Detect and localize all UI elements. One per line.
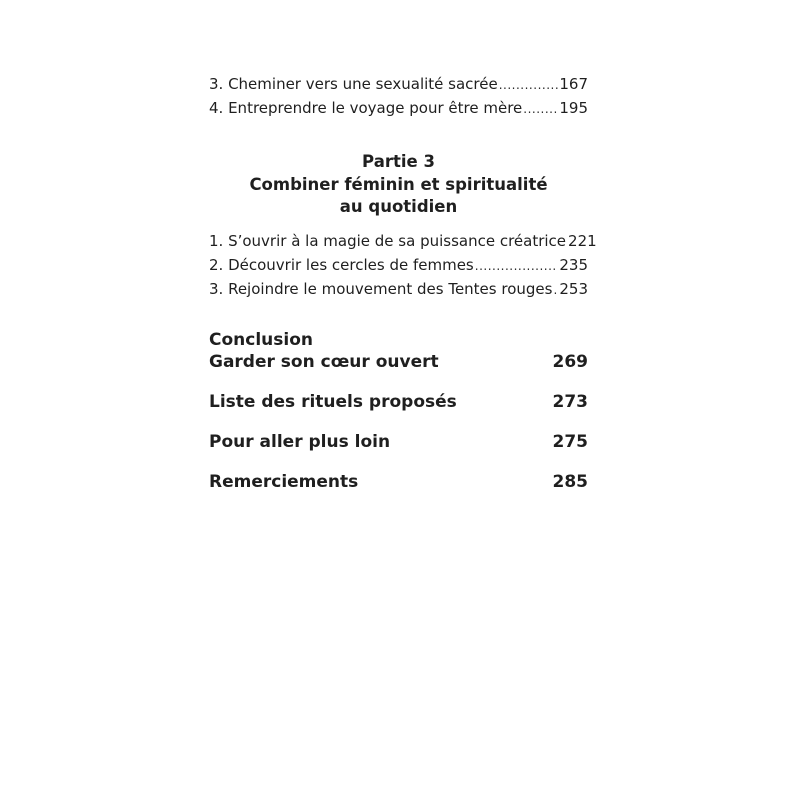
- table-of-contents-page: [209, 72, 597, 493]
- dot-leader: [523, 97, 558, 121]
- back-matter-title: Remerciements: [209, 471, 359, 492]
- back-matter-entry-further[interactable]: [209, 431, 588, 453]
- back-matter-page: 273: [552, 391, 588, 412]
- chapter-list-part-2-end: [209, 72, 588, 120]
- conclusion-entry[interactable]: [209, 329, 588, 373]
- toc-entry-page: 235: [559, 255, 588, 274]
- toc-entry-page: 195: [559, 99, 588, 117]
- back-matter-entry-thanks[interactable]: [209, 471, 588, 493]
- toc-entry-page: 221: [568, 231, 597, 250]
- toc-entry-title: 3. Rejoindre le mouvement des Tentes rouges: [209, 279, 553, 298]
- part-title-line-2: au quotidien: [339, 197, 458, 216]
- toc-entry-title: 2. Découvrir les cercles de femmes: [209, 255, 474, 274]
- chapter-list-part-3: [209, 229, 597, 301]
- conclusion-label: Conclusion: [209, 329, 313, 350]
- conclusion-page: 269: [552, 351, 588, 372]
- dot-leader: [499, 73, 559, 97]
- toc-entry[interactable]: [209, 277, 588, 301]
- conclusion-line: [209, 351, 588, 373]
- toc-entry[interactable]: [209, 253, 588, 277]
- dot-leader: [475, 254, 559, 278]
- toc-entry[interactable]: [209, 96, 588, 120]
- toc-entry[interactable]: [209, 72, 588, 96]
- back-matter-title: Pour aller plus loin: [209, 431, 391, 452]
- toc-entry-title: 1. S’ouvrir à la magie de sa puissance créatrice: [209, 231, 567, 250]
- toc-entry-title: 3. Cheminer vers une sexualité sacrée: [209, 75, 498, 93]
- toc-entry-page: 167: [559, 75, 588, 93]
- back-matter-title: Liste des rituels proposés: [209, 391, 457, 412]
- part-title-line-1: Combiner féminin et spiritualité: [249, 174, 548, 194]
- toc-entry-title: 4. Entreprendre le voyage pour être mère: [209, 99, 523, 117]
- toc-entry[interactable]: [209, 229, 597, 253]
- dot-leader: [553, 278, 558, 302]
- back-matter-page: 275: [552, 431, 588, 452]
- toc-entry-page: 253: [559, 279, 588, 298]
- back-matter-page: 285: [552, 471, 588, 492]
- part-3-heading: [209, 151, 588, 219]
- part-label: Partie 3: [362, 152, 435, 171]
- back-matter-entry-rituals[interactable]: [209, 391, 588, 413]
- conclusion-title: Garder son cœur ouvert: [209, 351, 439, 372]
